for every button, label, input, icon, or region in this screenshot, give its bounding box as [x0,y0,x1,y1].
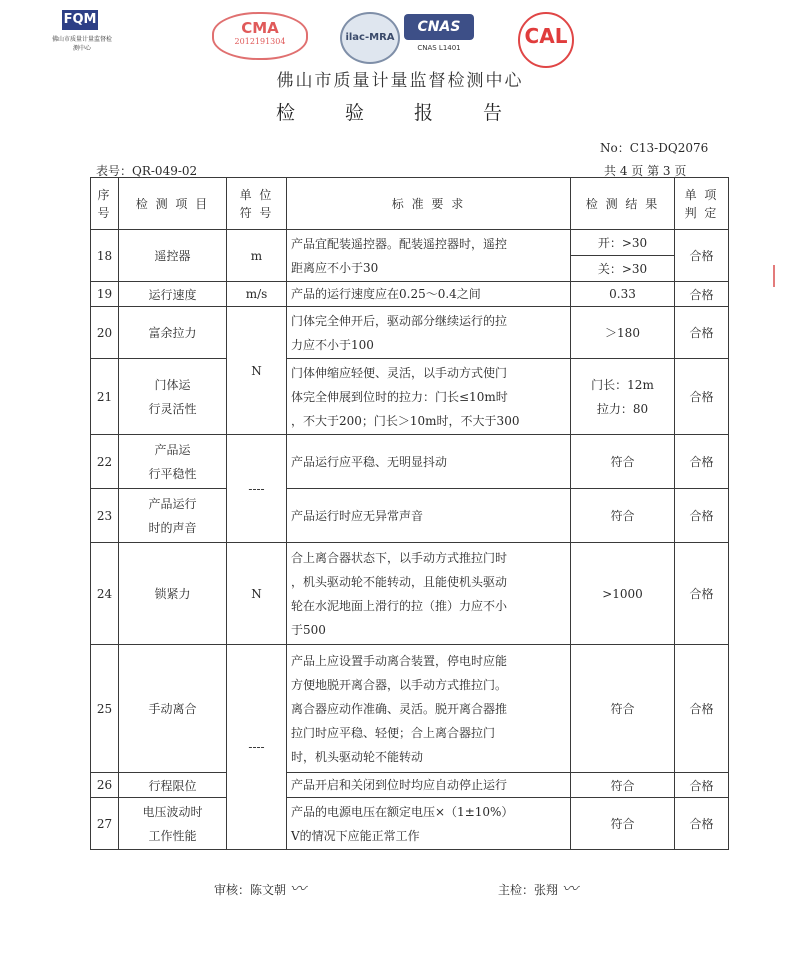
row-seq: 18 [91,230,119,282]
header-item: 检 测 项 目 [119,178,227,230]
report-title: 检 验 报 告 [275,102,525,124]
header-seq-line1: 序 [97,187,112,202]
item-line: 时的声音 [148,520,197,535]
reviewer-signature: 〰︎ [289,879,306,898]
cal-seal-text: CAL [524,24,568,48]
header-result: 检 测 结 果 [571,178,675,230]
inspector-signature: 〰︎ [561,879,578,898]
row-item [119,435,227,489]
row-result: 关：>30 [571,256,675,282]
row-verdict: 合格 [675,435,729,489]
row-standard: 产品开启和关闭到位时均应自动停止运行 [287,773,571,798]
row-standard [287,645,571,773]
standard-line: 方便地脱开离合器，以手动方式推拉门。 [291,677,508,692]
row-item: 锁紧力 [119,543,227,645]
form-number: 表号：QR-049-02 [96,164,198,178]
item-line: 产品运行 [148,496,197,511]
row-standard [287,543,571,645]
table-row [91,543,729,645]
scan-mark [773,265,781,287]
header-unit [227,178,287,230]
row-result: 开：>30 [571,230,675,256]
row-seq: 20 [91,307,119,359]
table-row [91,282,729,307]
row-result: >1000 [571,543,675,645]
standard-line: V的情况下应能正常工作 [291,828,420,843]
row-item: 富余拉力 [119,307,227,359]
row-standard: 产品运行时应无异常声音 [287,489,571,543]
fqm-logo-caption: 佛山市质量计量监督检测中心 [52,36,113,52]
table-row [91,773,729,798]
header-seq [91,178,119,230]
row-verdict: 合格 [675,489,729,543]
row-result: 符合 [571,435,675,489]
row-result: 0.33 [571,282,675,307]
row-verdict: 合格 [675,307,729,359]
row-result: 符合 [571,489,675,543]
standard-line: 产品上应设置手动离合装置，停电时应能 [291,653,508,668]
row-standard [287,307,571,359]
standard-line: 轮在水泥地面上滑行的拉（推）力应不小 [291,598,508,613]
fqm-logo: FQM [62,10,98,30]
row-seq: 19 [91,282,119,307]
row-seq: 22 [91,435,119,489]
row-unit: m [227,230,287,282]
row-item: 行程限位 [119,773,227,798]
row-unit: m/s [227,282,287,307]
header-verdict-line2: 判 定 [684,205,719,220]
standard-line: ，不大于200；门长＞10m时，不大于300 [291,413,520,428]
item-line: 门体运 [154,377,191,392]
cal-seal [518,12,574,68]
document-number: No：C13-DQ2076 [600,141,709,155]
header-unit-line2: 符 号 [239,205,274,220]
reviewer-label: 审核：陈文朝 [214,883,287,897]
row-result: 符合 [571,798,675,850]
row-unit: ---- [227,645,287,850]
table-row [91,307,729,359]
inspection-table [90,177,729,850]
row-seq: 25 [91,645,119,773]
table-row [91,798,729,850]
row-item [119,489,227,543]
ilac-mra-logo: ilac-MRA [340,12,400,64]
cma-seal-number: 2012191304 [234,37,286,46]
standard-line: 时，机头驱动轮不能转动 [291,749,424,764]
standard-line: 产品宜配装遥控器。配装遥控器时，遥控 [291,236,508,251]
table-row [91,645,729,773]
row-standard [287,230,571,282]
standard-line: ，机头驱动轮不能转动，且能使机头驱动 [291,574,508,589]
row-unit: N [227,307,287,435]
row-standard [287,359,571,435]
table-row [91,435,729,489]
cma-seal [212,12,308,60]
row-seq: 21 [91,359,119,435]
row-verdict: 合格 [675,798,729,850]
row-result: ＞180 [571,307,675,359]
center-name: 佛山市质量计量监督检测中心 [276,71,524,91]
standard-line: 距离应不小于30 [291,260,379,275]
standard-line: 体完全伸展到位时的拉力：门长≤10m时 [291,389,508,404]
row-seq: 23 [91,489,119,543]
row-result [571,359,675,435]
row-verdict: 合格 [675,230,729,282]
row-standard: 产品的运行速度应在0.25～0.4之间 [287,282,571,307]
standard-line: 产品的电源电压在额定电压×（1±10%） [291,804,514,819]
header-seq-line2: 号 [97,205,112,220]
row-item [119,359,227,435]
header-unit-line1: 单 位 [239,187,274,202]
item-line: 工作性能 [148,828,197,843]
row-verdict: 合格 [675,543,729,645]
result-line: 门长：12m [591,377,654,392]
cma-seal-text: CMA [241,19,279,37]
cnas-logo-caption: CNAS L1401 [417,44,461,52]
row-verdict: 合格 [675,773,729,798]
standard-line: 门体完全伸开后，驱动部分继续运行的拉 [291,313,508,328]
item-line: 电压波动时 [142,804,203,819]
standard-line: 合上离合器状态下，以手动方式推拉门时 [291,550,508,565]
row-unit: ---- [227,435,287,543]
row-verdict: 合格 [675,359,729,435]
page-count: 共 4 页 第 3 页 [604,164,687,178]
standard-line: 力应不小于100 [291,337,374,352]
standard-line: 拉门时应平稳、轻便；合上离合器拉门 [291,725,496,740]
row-seq: 27 [91,798,119,850]
table-row [91,230,729,256]
item-line: 行灵活性 [148,401,197,416]
header-verdict-line1: 单 项 [684,187,719,202]
row-item [119,798,227,850]
row-result: 符合 [571,645,675,773]
header-verdict [675,178,729,230]
item-line: 产品运 [154,442,191,457]
header-standard: 标 准 要 求 [287,178,571,230]
inspector-label: 主检：张翔 [498,883,559,897]
standard-line: 离合器应动作准确、灵活。脱开离合器推 [291,701,508,716]
reviewer [214,876,306,899]
result-line: 拉力：80 [596,401,649,416]
item-line: 行平稳性 [148,466,197,481]
row-item: 遥控器 [119,230,227,282]
row-item: 手动离合 [119,645,227,773]
table-row [91,359,729,435]
standard-line: 门体伸缩应轻便、灵活，以手动方式使门 [291,365,508,380]
row-standard [287,798,571,850]
row-seq: 24 [91,543,119,645]
standard-line: 于500 [291,622,326,637]
row-unit: N [227,543,287,645]
row-verdict: 合格 [675,645,729,773]
table-row [91,489,729,543]
row-result: 符合 [571,773,675,798]
cnas-logo: CNAS [404,14,474,40]
inspector [498,876,578,899]
row-item: 运行速度 [119,282,227,307]
row-verdict: 合格 [675,282,729,307]
row-seq: 26 [91,773,119,798]
table-header-row [91,178,729,230]
row-standard: 产品运行应平稳、无明显抖动 [287,435,571,489]
